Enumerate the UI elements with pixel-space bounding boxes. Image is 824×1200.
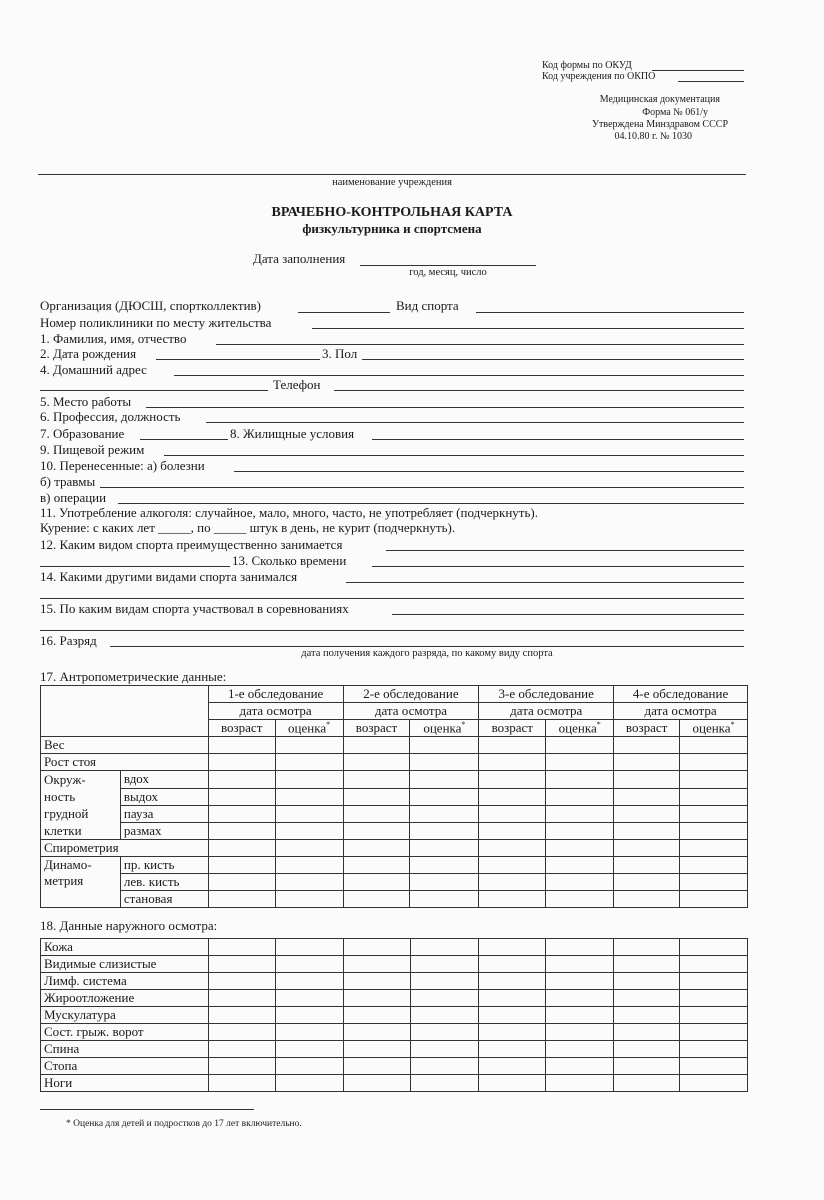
field-10c-label: в) операции xyxy=(40,490,107,505)
field-7-line[interactable] xyxy=(140,439,228,440)
field-2-line[interactable] xyxy=(156,359,320,360)
field-14-line2[interactable] xyxy=(40,598,744,599)
field-11-label: 11. Употребление алкоголя: случайное, мало, много, часто, не употребляет (подчеркнуть). xyxy=(40,505,538,520)
field-3-line[interactable] xyxy=(362,359,744,360)
exam-cell[interactable] xyxy=(680,990,748,1007)
exam-cell[interactable] xyxy=(546,1041,614,1058)
field-8-line[interactable] xyxy=(372,439,744,440)
table-row xyxy=(41,686,748,703)
exam-cell[interactable] xyxy=(614,1075,680,1092)
exam-cell[interactable] xyxy=(343,1041,410,1058)
exam-cell[interactable] xyxy=(479,1075,546,1092)
exam-cell[interactable] xyxy=(275,1041,343,1058)
exam-cell[interactable] xyxy=(410,939,479,956)
table-row xyxy=(41,1075,748,1092)
exam-cell[interactable] xyxy=(275,973,343,990)
med-doc: Медицинская документация xyxy=(599,94,720,105)
score-header: оценка* xyxy=(410,720,479,737)
exam-cell[interactable] xyxy=(343,990,410,1007)
row-label: вдох xyxy=(120,771,208,788)
table-row xyxy=(41,1024,748,1041)
field-9-line[interactable] xyxy=(164,455,744,456)
exam-cell[interactable] xyxy=(680,956,748,973)
exam-cell[interactable] xyxy=(208,1024,275,1041)
field-10b-line[interactable] xyxy=(100,487,744,488)
exam-cell[interactable] xyxy=(410,973,479,990)
field-10a-line[interactable] xyxy=(234,471,744,472)
exam-date: дата осмотра xyxy=(208,703,343,720)
row-label: Лимф. система xyxy=(41,973,209,990)
institution-line[interactable] xyxy=(38,174,746,175)
field-15-label: 15. По каким видам спорта участвовал в соревнованиях xyxy=(40,601,349,616)
exam-cell[interactable] xyxy=(410,1041,479,1058)
exam-cell[interactable] xyxy=(410,956,479,973)
field-10b-label: б) травмы xyxy=(40,474,96,489)
field-16-caption: дата получения каждого разряда, по какому виду спорта xyxy=(301,648,553,659)
age-header: возраст xyxy=(343,720,410,737)
row-label: Спина xyxy=(41,1041,209,1058)
table-row xyxy=(41,754,748,771)
field-10a-label: 10. Перенесенные: а) болезни xyxy=(40,458,205,473)
exam-cell[interactable] xyxy=(614,1024,680,1041)
exam-cell[interactable] xyxy=(410,1007,479,1024)
field-13-label: 13. Сколько времени xyxy=(232,553,347,568)
page-subtitle: физкультурника и спортсмена xyxy=(302,221,482,236)
field-5-line[interactable] xyxy=(146,407,744,408)
field-6-line[interactable] xyxy=(206,422,744,423)
exam-cell[interactable] xyxy=(275,1007,343,1024)
exam-cell[interactable] xyxy=(343,973,410,990)
page-title: ВРАЧЕБНО-КОНТРОЛЬНАЯ КАРТА xyxy=(271,205,513,220)
field-4-line2[interactable] xyxy=(40,390,268,391)
field-1-line[interactable] xyxy=(216,344,744,345)
exam-cell[interactable] xyxy=(343,1024,410,1041)
row-label: выдох xyxy=(120,788,208,805)
exam-cell[interactable] xyxy=(275,990,343,1007)
exam-cell[interactable] xyxy=(410,1058,479,1075)
score-header: оценка* xyxy=(680,720,748,737)
exam-cell[interactable] xyxy=(275,939,343,956)
field-3-label: 3. Пол xyxy=(322,346,358,361)
table-row xyxy=(41,990,748,1007)
table-row xyxy=(41,1041,748,1058)
table-row xyxy=(41,891,748,908)
row-label: пауза xyxy=(120,805,208,822)
exam-1-header: 1-е обследование xyxy=(208,686,343,703)
age-header: возраст xyxy=(479,720,546,737)
row-label: размах xyxy=(120,823,208,840)
fill-date-label: Дата заполнения xyxy=(253,251,346,266)
exam-cell[interactable] xyxy=(479,1058,546,1075)
clinic-line[interactable] xyxy=(312,328,744,329)
institution-caption: наименование учреждения xyxy=(332,177,452,188)
row-label: пр. кисть xyxy=(120,857,208,874)
field-2-label: 2. Дата рождения xyxy=(40,346,137,361)
field-17-label: 17. Антропометрические данные: xyxy=(40,669,227,684)
table-row xyxy=(41,857,748,874)
exam-cell[interactable] xyxy=(275,1075,343,1092)
table-row xyxy=(41,1007,748,1024)
exam-date: дата осмотра xyxy=(614,703,748,720)
okud-label: Код формы по ОКУД xyxy=(542,60,632,71)
field-13-line[interactable] xyxy=(372,566,744,567)
field-15-line[interactable] xyxy=(392,614,744,615)
row-label: становая xyxy=(120,891,208,908)
exam-cell[interactable] xyxy=(479,1041,546,1058)
exam-cell[interactable] xyxy=(680,939,748,956)
exam-2-header: 2-е обследование xyxy=(343,686,479,703)
field-12-line2[interactable] xyxy=(40,566,230,567)
row-label: Кожа xyxy=(41,939,209,956)
exam-cell[interactable] xyxy=(208,956,275,973)
field-12-label: 12. Каким видом спорта преимущественно занимается xyxy=(40,537,343,552)
exam-cell[interactable] xyxy=(614,1041,680,1058)
exam-cell[interactable] xyxy=(479,990,546,1007)
table-row xyxy=(41,805,748,822)
field-14-label: 14. Какими другими видами спорта занимался xyxy=(40,569,298,584)
table-row xyxy=(41,737,748,754)
exam-cell[interactable] xyxy=(614,973,680,990)
row-label: Спирометрия xyxy=(41,840,209,857)
row-label: Рост стоя xyxy=(41,754,209,771)
exam-cell[interactable] xyxy=(546,990,614,1007)
score-header: оценка* xyxy=(275,720,343,737)
field-14-line[interactable] xyxy=(346,582,744,583)
field-4-line[interactable] xyxy=(174,375,744,376)
field-5-label: 5. Место работы xyxy=(40,394,132,409)
exam-4-header: 4-е обследование xyxy=(614,686,748,703)
empty-cell xyxy=(41,686,209,737)
footnote-divider xyxy=(40,1109,254,1110)
exam-cell[interactable] xyxy=(479,956,546,973)
row-label: Вес xyxy=(41,737,209,754)
org-label: Организация (ДЮСШ, спортколлектив) xyxy=(40,298,262,313)
exam-cell[interactable] xyxy=(410,1075,479,1092)
sport-label: Вид спорта xyxy=(396,298,459,313)
fill-date-caption: год, месяц, число xyxy=(409,267,487,278)
age-header: возраст xyxy=(614,720,680,737)
field-1-label: 1. Фамилия, имя, отчество xyxy=(40,331,187,346)
exam-cell[interactable] xyxy=(410,1024,479,1041)
field-4-label: 4. Домашний адрес xyxy=(40,362,147,377)
exam-cell[interactable] xyxy=(546,1058,614,1075)
exam-cell[interactable] xyxy=(208,1058,275,1075)
exam-cell[interactable] xyxy=(546,973,614,990)
field-16-label: 16. Разряд xyxy=(40,633,97,648)
exam-cell[interactable] xyxy=(614,1058,680,1075)
exam-cell[interactable] xyxy=(343,939,410,956)
approved: Утверждена Минздравом СССР xyxy=(591,119,728,130)
approval-date: 04.10.80 г. № 1030 xyxy=(614,131,692,142)
clinic-label: Номер поликлиники по месту жительства xyxy=(40,315,272,330)
field-16-line[interactable] xyxy=(110,646,744,647)
table-row xyxy=(41,788,748,805)
exam-cell[interactable] xyxy=(208,1075,275,1092)
table-row xyxy=(41,874,748,891)
exam-cell[interactable] xyxy=(410,990,479,1007)
exam-cell[interactable] xyxy=(343,956,410,973)
score-header: оценка* xyxy=(546,720,614,737)
exam-cell[interactable] xyxy=(680,1075,748,1092)
row-label: лев. кисть xyxy=(120,874,208,891)
exam-cell[interactable] xyxy=(546,956,614,973)
field-8-label: 8. Жилищные условия xyxy=(230,426,355,441)
table-row xyxy=(41,771,748,788)
row-label: Сост. грыж. ворот xyxy=(41,1024,209,1041)
exam-cell[interactable] xyxy=(208,1007,275,1024)
exam-cell[interactable] xyxy=(546,1007,614,1024)
footnote: * Оценка для детей и подростков до 17 лет включительно. xyxy=(66,1119,302,1129)
table-row xyxy=(41,939,748,956)
field-9-label: 9. Пищевой режим xyxy=(40,442,145,457)
exam-3-header: 3-е обследование xyxy=(479,686,614,703)
exam-cell[interactable] xyxy=(479,1007,546,1024)
table-row xyxy=(41,956,748,973)
field-15-line2[interactable] xyxy=(40,630,744,631)
exam-cell[interactable] xyxy=(680,1058,748,1075)
okpo-label: Код учреждения по ОКПО xyxy=(542,71,656,82)
exam-cell[interactable] xyxy=(546,1075,614,1092)
exam-cell[interactable] xyxy=(479,973,546,990)
exam-cell[interactable] xyxy=(546,1024,614,1041)
exam-cell[interactable] xyxy=(614,956,680,973)
field-6-label: 6. Профессия, должность xyxy=(40,409,181,424)
exam-cell[interactable] xyxy=(479,1024,546,1041)
phone-label: Телефон xyxy=(273,377,321,392)
exam-cell[interactable] xyxy=(208,939,275,956)
exam-cell[interactable] xyxy=(275,1024,343,1041)
exam-cell[interactable] xyxy=(275,956,343,973)
okpo-line[interactable] xyxy=(678,81,744,82)
sport-line[interactable] xyxy=(476,312,744,313)
phone-line[interactable] xyxy=(334,390,744,391)
exam-cell[interactable] xyxy=(208,1041,275,1058)
exam-cell[interactable] xyxy=(680,973,748,990)
exam-cell[interactable] xyxy=(614,939,680,956)
field-10c-line[interactable] xyxy=(118,503,744,504)
exam-cell[interactable] xyxy=(680,1024,748,1041)
table-row xyxy=(41,1058,748,1075)
table-row xyxy=(41,973,748,990)
exam-cell[interactable] xyxy=(275,1058,343,1075)
exam-cell[interactable] xyxy=(614,990,680,1007)
row-label: Жироотложение xyxy=(41,990,209,1007)
exam-cell[interactable] xyxy=(208,990,275,1007)
exam-date: дата осмотра xyxy=(479,703,614,720)
fill-date-line[interactable] xyxy=(360,265,536,266)
okud-line[interactable] xyxy=(652,70,744,71)
field-18-label: 18. Данные наружного осмотра: xyxy=(40,918,218,933)
anthropometric-table xyxy=(40,685,748,908)
exam-cell[interactable] xyxy=(680,1041,748,1058)
row-label: Мускулатура xyxy=(41,1007,209,1024)
table-row xyxy=(41,823,748,840)
field-7-label: 7. Образование xyxy=(40,426,125,441)
row-label: Ноги xyxy=(41,1075,209,1092)
form-number: Форма № 061/у xyxy=(642,107,708,118)
exam-cell[interactable] xyxy=(343,1058,410,1075)
field-12-line[interactable] xyxy=(386,550,744,551)
exam-cell[interactable] xyxy=(546,939,614,956)
exam-cell[interactable] xyxy=(680,1007,748,1024)
exam-cell[interactable] xyxy=(479,939,546,956)
external-exam-table xyxy=(40,938,748,1092)
chest-group-label: Окруж- ность грудной клетки xyxy=(41,771,121,840)
table-row xyxy=(41,840,748,857)
exam-cell[interactable] xyxy=(343,1075,410,1092)
exam-date: дата осмотра xyxy=(343,703,479,720)
row-label: Видимые слизистые xyxy=(41,956,209,973)
exam-cell[interactable] xyxy=(614,1007,680,1024)
org-line[interactable] xyxy=(298,312,390,313)
smoking-label: Курение: с каких лет _____, по _____ штук в день, не курит (подчеркнуть). xyxy=(40,520,456,535)
exam-cell[interactable] xyxy=(343,1007,410,1024)
dyn-group-label: Динамо- метрия xyxy=(41,857,121,908)
age-header: возраст xyxy=(208,720,275,737)
exam-cell[interactable] xyxy=(208,973,275,990)
row-label: Стопа xyxy=(41,1058,209,1075)
